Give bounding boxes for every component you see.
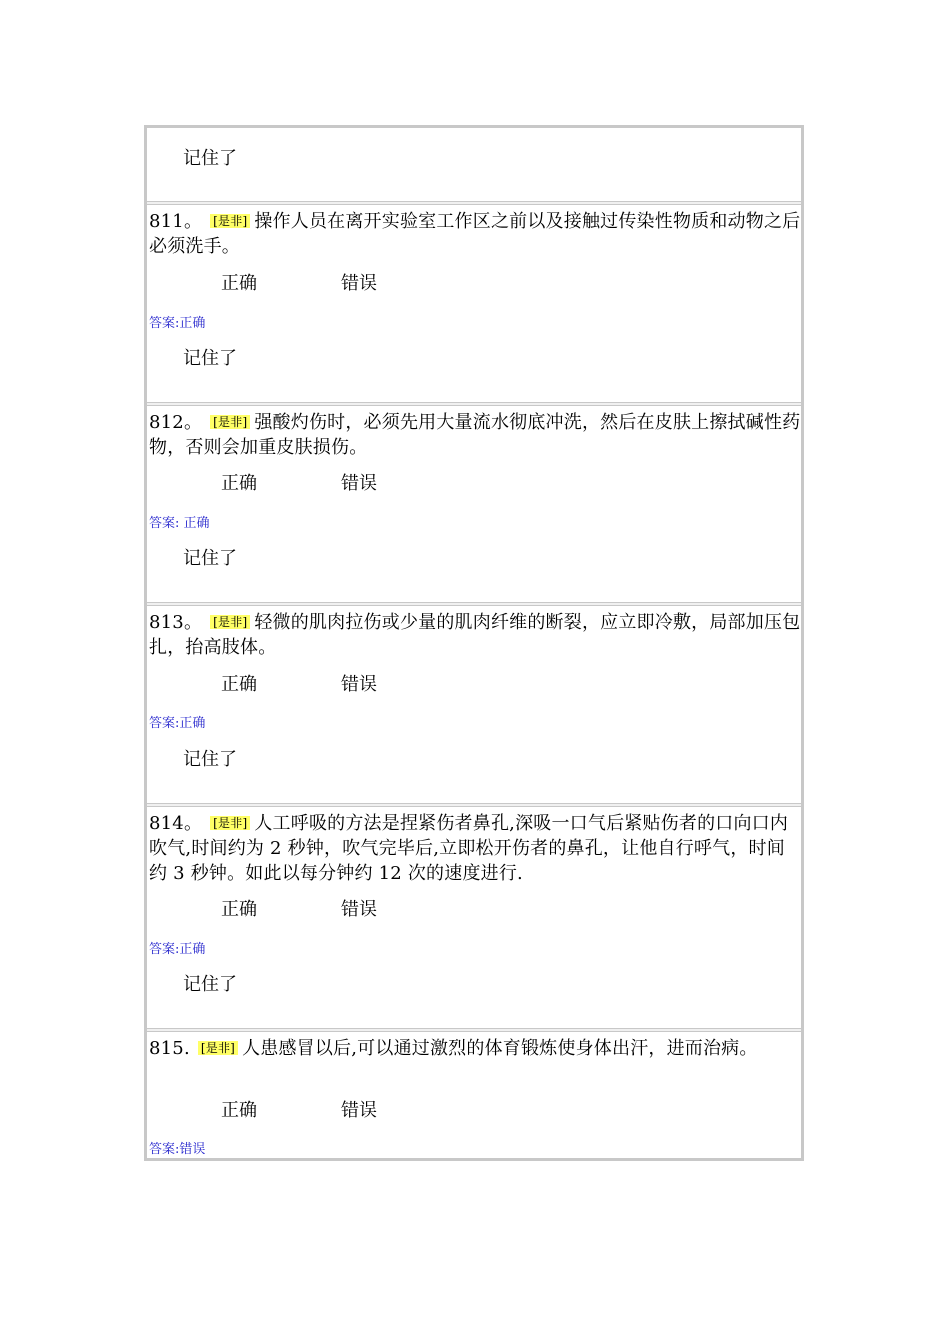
divider [147,402,801,406]
question-number: 813。 [149,612,203,633]
answer-text: 答案:错误 [149,1142,206,1157]
remember-link[interactable]: 记住了 [183,148,237,169]
remember-link[interactable]: 记住了 [183,749,237,770]
option-false[interactable]: 错误 [341,899,377,920]
question-number: 815. [149,1038,190,1059]
question-number: 814。 [149,813,203,834]
option-false[interactable]: 错误 [341,473,377,494]
question-type-badge: [是非] [198,1041,238,1055]
question-body: 强酸灼伤时，必须先用大量流水彻底冲洗，然后在皮肤上擦拭碱性药物，否则会加重皮肤损伤。 [149,412,801,458]
option-true[interactable]: 正确 [221,674,257,695]
divider [147,803,801,807]
option-true[interactable]: 正确 [221,1100,257,1121]
question-body: 人患感冒以后,可以通过激烈的体育锻炼使身体出汗，进而治病。 [242,1038,758,1059]
divider [147,602,801,606]
question-type-badge: [是非] [210,816,250,830]
question-list [144,125,804,1161]
divider [147,1028,801,1032]
option-false[interactable]: 错误 [341,674,377,695]
answer-text: 答案:正确 [149,316,206,331]
question-type-badge: [是非] [210,615,250,629]
remember-link[interactable]: 记住了 [183,348,237,369]
answer-text: 答案:正确 [149,716,206,731]
option-true[interactable]: 正确 [221,273,257,294]
question-type-badge: [是非] [210,415,250,429]
question-type-badge: [是非] [210,214,250,228]
question-text [149,811,801,886]
question-text [149,209,801,259]
option-true[interactable]: 正确 [221,899,257,920]
divider [147,201,801,205]
option-false[interactable]: 错误 [341,273,377,294]
option-false[interactable]: 错误 [341,1100,377,1121]
question-text [149,610,801,660]
option-true[interactable]: 正确 [221,473,257,494]
question-text [149,1036,801,1061]
question-number: 811。 [149,211,203,232]
remember-link[interactable]: 记住了 [183,974,237,995]
question-text [149,410,801,460]
answer-text: 答案:正确 [149,942,206,957]
question-number: 812。 [149,412,203,433]
question-body: 操作人员在离开实验室工作区之前以及接触过传染性物质和动物之后必须洗手。 [149,211,801,257]
question-body: 轻微的肌肉拉伤或少量的肌肉纤维的断裂，应立即冷敷，局部加压包扎，抬高肢体。 [149,612,801,658]
answer-text: 答案: 正确 [149,516,210,531]
question-body: 人工呼吸的方法是捏紧伤者鼻孔,深吸一口气后紧贴伤者的口向口内吹气,时间约为 2 秒钟，吹气完毕后,立即松开伤者的鼻孔，让他自行呼气，时间约 3 秒钟。如此以每分钟约 12 次的速度进行. [149,813,789,884]
remember-link[interactable]: 记住了 [183,548,237,569]
